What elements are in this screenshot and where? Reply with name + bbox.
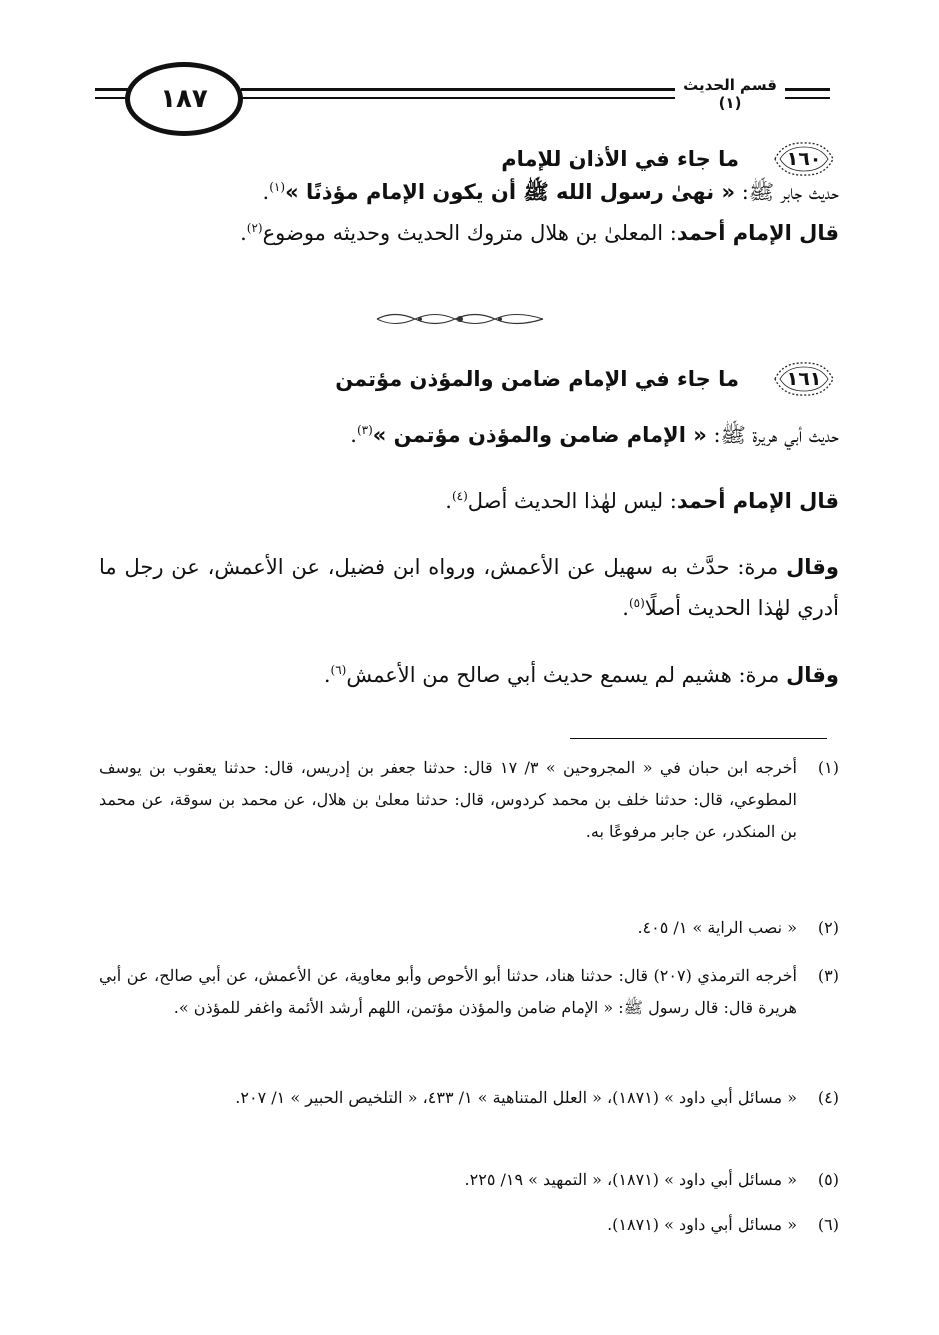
section-number: ١٦١ bbox=[786, 368, 822, 390]
sentence-end: . bbox=[445, 489, 452, 513]
footnote-ref: (٣) bbox=[356, 423, 373, 437]
commentary-paragraph bbox=[99, 481, 839, 522]
footnote-text: « مسائل أبي داود » (١٨٧١)، « التمهيد » ١٩/ ٢٢٥. bbox=[464, 1170, 797, 1189]
page-number-oval bbox=[125, 62, 243, 136]
footnote-number: (٣) bbox=[817, 966, 839, 985]
footnote-text: « مسائل أبي داود » (١٨٧١). bbox=[607, 1215, 797, 1234]
commentary-text: مرة: هشيم لم يسمع حديث أبي صالح من الأعمش bbox=[346, 663, 787, 687]
footnote-ref: (٢) bbox=[246, 221, 263, 235]
footnote-text: أخرجه الترمذي (٢٠٧) قال: حدثنا هناد، حدثنا أبو الأحوص وأبو معاوية، عن الأعمش، عن أبي صالح، عن أبي هريرة قال: قال رسول ﷺ: « الإمام ضامن والمؤذن مؤتمن، اللهم أرشد الأئمة واغفر للمؤذن ». bbox=[99, 966, 797, 1017]
footnote bbox=[99, 912, 839, 944]
section-title: ما جاء في الأذان للإمام bbox=[501, 147, 739, 171]
commentary-text: : المعلىٰ بن هلال متروك الحديث وحديثه موضوع bbox=[262, 221, 677, 245]
footnote-text: « مسائل أبي داود » (١٨٧١)، « العلل المتناهية » ١/ ٤٣٣، « التلخيص الحبير » ١/ ٢٠٧. bbox=[235, 1088, 797, 1107]
sentence-end: . bbox=[622, 596, 629, 620]
section-number: ١٦٠ bbox=[786, 148, 822, 170]
footnote-number: (٢) bbox=[817, 918, 839, 937]
hadith-intro: حديث جابر ﷺ: bbox=[735, 180, 839, 204]
footnote bbox=[99, 752, 839, 848]
header-rule-right bbox=[785, 88, 830, 99]
speaker-name: قال الإمام أحمد bbox=[676, 489, 839, 513]
section-number-badge bbox=[769, 358, 839, 400]
hadith-paragraph bbox=[99, 415, 839, 456]
footnote bbox=[99, 1209, 839, 1241]
commentary-paragraph bbox=[99, 547, 839, 629]
commentary-text: مرة: حدَّث به سهيل عن الأعمش، ورواه ابن فضيل، عن الأعمش، عن رجل ما أدري لهٰذا الحديث أصلًا bbox=[99, 555, 839, 620]
hadith-paragraph bbox=[99, 172, 839, 213]
sentence-end: . bbox=[350, 423, 357, 447]
footnote-separator bbox=[570, 738, 827, 739]
footnote-number: (٥) bbox=[817, 1170, 839, 1189]
footnote-text: « نصب الراية » ١/ ٤٠٥. bbox=[637, 918, 797, 937]
commentary-paragraph bbox=[99, 655, 839, 696]
footnote-number: (٦) bbox=[817, 1215, 839, 1234]
footnote-number: (١) bbox=[817, 758, 839, 777]
sentence-end: . bbox=[262, 180, 270, 204]
footnote-ref: (٦) bbox=[330, 663, 347, 677]
speaker-name: قال الإمام أحمد bbox=[676, 221, 839, 245]
commentary-paragraph bbox=[99, 213, 839, 254]
speaker-name: وقال bbox=[786, 555, 839, 579]
sentence-end: . bbox=[240, 221, 247, 245]
footnote-ref: (٤) bbox=[451, 489, 468, 503]
speaker-name: وقال bbox=[786, 663, 839, 687]
hadith-quote: « الإمام ضامن والمؤذن مؤتمن » bbox=[372, 423, 707, 447]
section-heading-161 bbox=[335, 358, 839, 400]
commentary-text: : ليس لهٰذا الحديث أصل bbox=[467, 489, 677, 513]
footnote bbox=[99, 960, 839, 1024]
footnote-text: أخرجه ابن حبان في « المجروحين » ٣/ ١٧ قال: حدثنا جعفر بن إدريس، قال: حدثنا يعقوب بن يوسف المطوعي، قال: حدثنا خلف بن محمد كردوس، قال: حدثنا معلىٰ بن هلال، عن محمد بن سوقة، عن محمد بن المنكدر، عن جابر مرفوعًا به. bbox=[99, 758, 798, 841]
footnote-ref: (١) bbox=[269, 180, 286, 194]
hadith-quote: « نهىٰ رسول الله ﷺ أن يكون الإمام مؤذنًا » bbox=[285, 180, 736, 204]
page-number: ١٨٧ bbox=[160, 84, 208, 114]
header-rule-middle bbox=[241, 88, 675, 99]
hadith-intro: حديث أبي هريرة ﷺ: bbox=[706, 423, 839, 447]
footnote bbox=[99, 1082, 839, 1114]
sentence-end: . bbox=[323, 663, 331, 687]
footnote-ref: (٥) bbox=[628, 596, 645, 610]
section-title: ما جاء في الإمام ضامن والمؤذن مؤتمن bbox=[335, 367, 739, 391]
footnote bbox=[99, 1164, 839, 1196]
running-title: قسم الحديث (١) bbox=[683, 76, 777, 112]
page-header bbox=[95, 48, 830, 138]
footnote-number: (٤) bbox=[817, 1088, 839, 1107]
divider-ornament-icon bbox=[375, 308, 545, 330]
